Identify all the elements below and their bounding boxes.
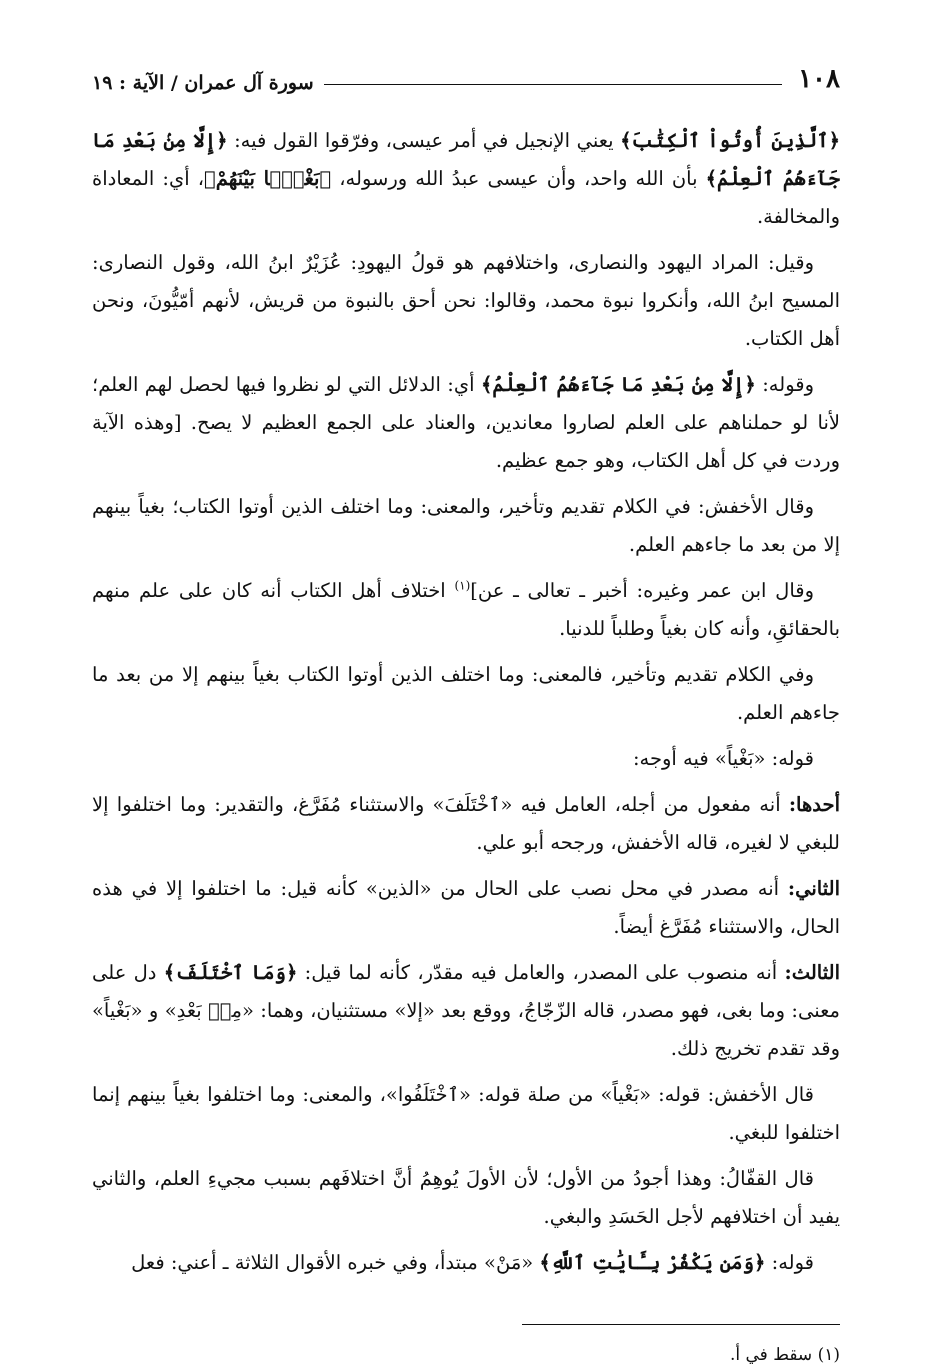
text-run: أنه مصدر في محل نصب على الحال من «الذين» كأنه قيل: ما اختلفوا إلا في هذه الحال، والاستثناء مُفَرَّغ أيضاً. — [92, 877, 840, 938]
paragraph-11 — [92, 1076, 840, 1152]
footnote-rule — [522, 1324, 840, 1325]
text-run: قوله: — [765, 1251, 814, 1274]
text-run: قوله: «بَغْياً» فيه أوجه: — [632, 747, 814, 770]
quran-quote: ﴿وَمَا ٱخْتَلَفَ﴾ — [163, 961, 298, 984]
paragraph-6 — [92, 656, 840, 732]
paragraph-8 — [92, 786, 840, 862]
lead-term: أحدها: — [788, 793, 840, 816]
text-run: وقال ابن عمر وغيره: أخبر ـ تعالى ـ عن] — [470, 579, 814, 602]
quran-quote: ﴿إِلَّا مِنۢ بَعْدِ مَا جَآءَهُمُ ٱلْعِلْمُ﴾ — [480, 373, 756, 396]
paragraph-5 — [92, 572, 840, 648]
text-run: أي: الدلائل التي لو نظروا فيها لحصل لهم العلم؛ لأنا لو حملناهم على العلم لصاروا معاندين، والعناد على الجمع العظيم لا يصح. [وهذه الآية وردت في كل أهل الكتاب، وهو جمع عظيم. — [92, 373, 840, 472]
footnote-reference: (١) — [454, 578, 471, 593]
paragraph-12 — [92, 1160, 840, 1236]
text-run: دل على معنى: وما بغى، فهو مصدر، قاله الزّجّاجُ، ووقع بعد «إلا» مستثنيان، وهما: «مِنۢ بَعْدِ» و «بَغْياً» وقد تقدم تخريج ذلك. — [92, 961, 840, 1060]
text-run: قال القفّالُ: وهذا أجودُ من الأول؛ لأن الأولَ يُوهِمُ أنَّ اختلافَهم بسبب مجيءِ العلم، والثاني يفيد أن اختلافهم لأجل الحَسَدِ والبغي. — [92, 1167, 840, 1228]
text-run: أنه منصوب على المصدر، والعامل فيه مقدّر، كأنه لما قيل: — [297, 961, 785, 984]
text-run: قال الأخفش: قوله: «بَغْياً» من صلة قوله: «ٱخْتَلَفُوا»، والمعنى: وما اختلفوا بغياً بينهم إنما اختلفوا للبغي. — [92, 1083, 840, 1144]
paragraph-3 — [92, 366, 840, 480]
text-run: وفي الكلام تقديم وتأخير، فالمعنى: وما اختلف الذين أوتوا الكتاب بغياً بينهم إلا من بعد ما جاءهم العلم. — [92, 663, 840, 724]
text-run: أنه مفعول من أجله، العامل فيه «ٱخْتَلَفَ» والاستثناء مُفَرَّغ، والتقدير: وما اختلفوا إلا للبغي لا لغيره، قاله الأخفش، ورجحه أبو علي. — [92, 793, 840, 854]
lead-term: الثالث: — [784, 961, 840, 984]
text-run: وقوله: — [755, 373, 815, 396]
page-number: ١٠٨ — [798, 64, 840, 94]
quran-quote: ﴿بَغْيَۢا بَيْنَهُمْ﴾ — [204, 167, 332, 190]
document-page — [92, 52, 840, 1365]
text-run: يعني الإنجيل في أمر عيسى، وفرّقوا القول فيه: — [227, 129, 621, 152]
footnote: (١) سقط في أ. — [729, 1345, 840, 1365]
paragraph-7 — [92, 740, 840, 778]
quran-quote: ﴿ٱلَّذِينَ أُوتُواْ ٱلْكِتَٰبَ﴾ — [620, 129, 840, 152]
text-run: «مَنْ» مبتدأ، وفي خبره الأقوال الثلاثة ـ أعني: فعل — [131, 1251, 540, 1274]
quran-quote: ﴿وَمَن يَكْفُرْ بِـَٔايَٰتِ ٱللَّهِ﴾ — [539, 1251, 766, 1274]
header-rule — [324, 84, 782, 85]
quran-quote: ﴿إِلَّا مِنۢ بَعْدِ مَا جَآءَهُمُ ٱلْعِلْمُ﴾ — [92, 129, 840, 190]
running-header — [92, 60, 840, 94]
text-run: وقيل: المراد اليهود والنصارى، واختلافهم هو قولُ اليهودِ: عُزَيْرٌ ابنُ الله، وقول النصارى: المسيح ابنُ الله، وأنكروا نبوة محمد، وقالوا: نحن أحق بالنبوة من قريش، لأنهم أمّيُّونَ، ونحن أهل الكتاب. — [92, 251, 840, 350]
paragraph-10 — [92, 954, 840, 1068]
text-run: ، أي: المعاداة والمخالفة. — [92, 167, 840, 228]
surah-title: سورة آل عمران / الآية : ١٩ — [92, 72, 314, 94]
text-run: وقال الأخفش: في الكلام تقديم وتأخير، والمعنى: وما اختلف الذين أوتوا الكتاب؛ بغياً بينهم إلا من بعد ما جاءهم العلم. — [92, 495, 840, 556]
paragraph-13 — [92, 1244, 840, 1282]
paragraph-2 — [92, 244, 840, 358]
lead-term: الثاني: — [787, 877, 840, 900]
paragraph-9 — [92, 870, 840, 946]
text-run: اختلاف أهل الكتاب أنه كان على علم منهم بالحقائقِ، وأنه كان بغياً وطلباً للدنيا. — [92, 579, 840, 640]
body-text — [92, 122, 840, 1290]
paragraph-4 — [92, 488, 840, 564]
paragraph-1 — [92, 122, 840, 236]
text-run: بأن الله واحد، وأن عيسى عبدُ الله ورسوله، — [331, 167, 706, 190]
